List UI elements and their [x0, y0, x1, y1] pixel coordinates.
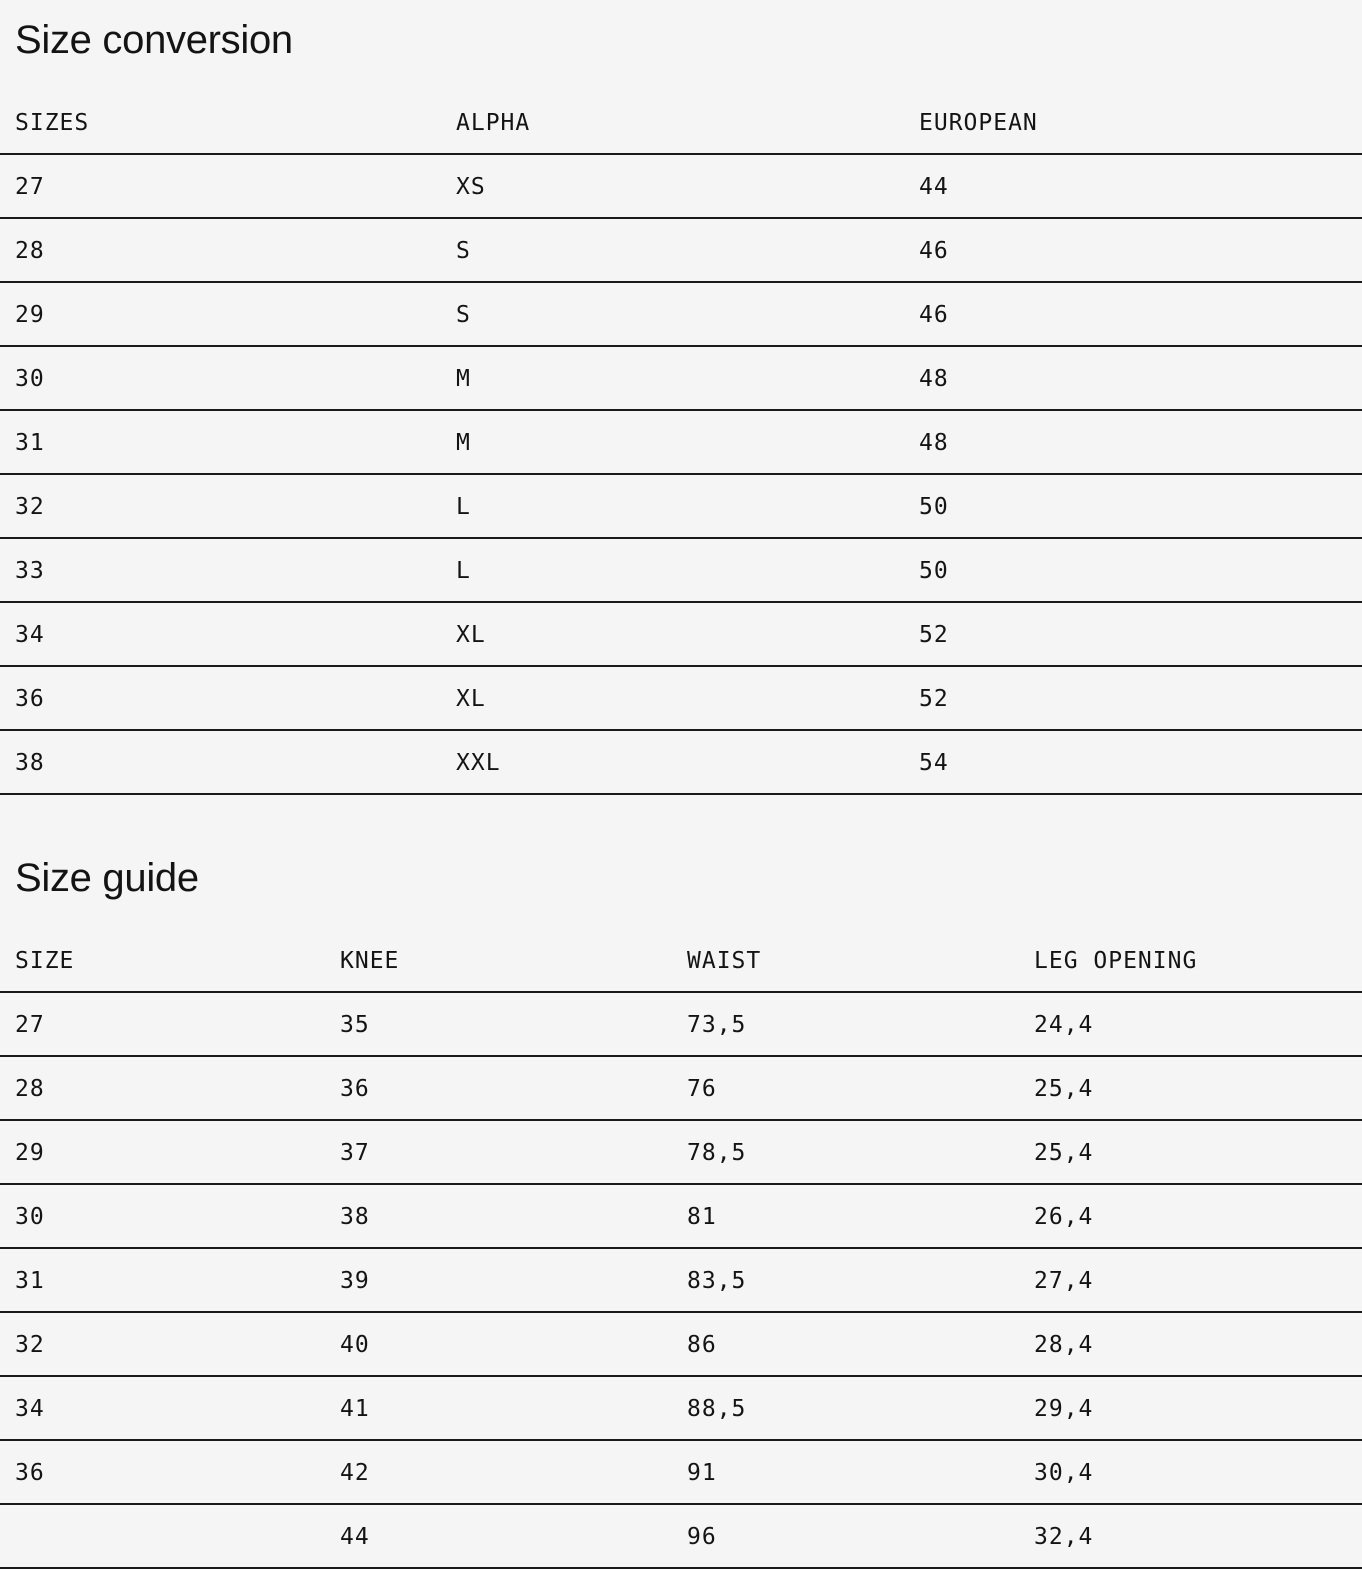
waist-cell: 73,5 [672, 992, 1019, 1056]
alpha-cell: L [441, 474, 904, 538]
size-cell: 28 [0, 218, 441, 282]
leg-opening-cell: 29,4 [1019, 1376, 1362, 1440]
table-row [0, 1312, 1362, 1376]
size-cell: 36 [0, 1440, 325, 1504]
alpha-cell: XL [441, 602, 904, 666]
european-cell: 48 [904, 410, 1362, 474]
leg-opening-cell: 27,4 [1019, 1248, 1362, 1312]
european-cell: 50 [904, 474, 1362, 538]
column-header-waist: WAIST [672, 931, 1019, 992]
european-cell: 48 [904, 346, 1362, 410]
alpha-cell: M [441, 410, 904, 474]
table-header-row [0, 93, 1362, 154]
waist-cell: 81 [672, 1184, 1019, 1248]
knee-cell: 44 [325, 1504, 672, 1568]
size-cell: 30 [0, 1184, 325, 1248]
table-row [0, 282, 1362, 346]
table-row [0, 410, 1362, 474]
european-cell: 52 [904, 602, 1362, 666]
alpha-cell: XXL [441, 730, 904, 794]
size-cell: 32 [0, 1312, 325, 1376]
size-cell: 30 [0, 346, 441, 410]
size-cell: 29 [0, 282, 441, 346]
size-cell: 33 [0, 538, 441, 602]
size-cell: 32 [0, 474, 441, 538]
size-cell: 34 [0, 602, 441, 666]
european-cell: 52 [904, 666, 1362, 730]
alpha-cell: L [441, 538, 904, 602]
table-row [0, 1440, 1362, 1504]
size-cell [0, 1504, 325, 1568]
table-row [0, 1504, 1362, 1568]
european-cell: 44 [904, 154, 1362, 218]
column-header-alpha: ALPHA [441, 93, 904, 154]
size-conversion-table [0, 93, 1362, 795]
table-header-row [0, 931, 1362, 992]
table-row [0, 218, 1362, 282]
alpha-cell: S [441, 282, 904, 346]
waist-cell: 76 [672, 1056, 1019, 1120]
european-cell: 54 [904, 730, 1362, 794]
column-header-size: SIZE [0, 931, 325, 992]
size-cell: 29 [0, 1120, 325, 1184]
table-row [0, 730, 1362, 794]
knee-cell: 37 [325, 1120, 672, 1184]
leg-opening-cell: 28,4 [1019, 1312, 1362, 1376]
knee-cell: 39 [325, 1248, 672, 1312]
column-header-leg-opening: LEG OPENING [1019, 931, 1362, 992]
leg-opening-cell: 25,4 [1019, 1120, 1362, 1184]
size-cell: 31 [0, 1248, 325, 1312]
leg-opening-cell: 30,4 [1019, 1440, 1362, 1504]
size-cell: 36 [0, 666, 441, 730]
alpha-cell: XS [441, 154, 904, 218]
table-row [0, 602, 1362, 666]
size-cell: 31 [0, 410, 441, 474]
european-cell: 50 [904, 538, 1362, 602]
leg-opening-cell: 24,4 [1019, 992, 1362, 1056]
table-row [0, 992, 1362, 1056]
alpha-cell: S [441, 218, 904, 282]
table-row [0, 346, 1362, 410]
column-header-european: EUROPEAN [904, 93, 1362, 154]
table-row [0, 666, 1362, 730]
waist-cell: 83,5 [672, 1248, 1019, 1312]
alpha-cell: M [441, 346, 904, 410]
leg-opening-cell: 26,4 [1019, 1184, 1362, 1248]
size-conversion-rows [0, 154, 1362, 794]
waist-cell: 86 [672, 1312, 1019, 1376]
size-conversion-title: Size conversion [15, 18, 293, 62]
knee-cell: 42 [325, 1440, 672, 1504]
leg-opening-cell: 32,4 [1019, 1504, 1362, 1568]
knee-cell: 36 [325, 1056, 672, 1120]
european-cell: 46 [904, 282, 1362, 346]
knee-cell: 35 [325, 992, 672, 1056]
size-guide-table [0, 931, 1362, 1569]
waist-cell: 91 [672, 1440, 1019, 1504]
size-guide-title: Size guide [15, 856, 199, 900]
knee-cell: 41 [325, 1376, 672, 1440]
table-row [0, 1248, 1362, 1312]
size-cell: 27 [0, 992, 325, 1056]
table-row [0, 154, 1362, 218]
size-cell: 38 [0, 730, 441, 794]
size-guide-rows [0, 992, 1362, 1568]
table-row [0, 1184, 1362, 1248]
waist-cell: 88,5 [672, 1376, 1019, 1440]
size-cell: 28 [0, 1056, 325, 1120]
table-row [0, 1120, 1362, 1184]
waist-cell: 78,5 [672, 1120, 1019, 1184]
column-header-sizes: SIZES [0, 93, 441, 154]
european-cell: 46 [904, 218, 1362, 282]
size-cell: 27 [0, 154, 441, 218]
column-header-knee: KNEE [325, 931, 672, 992]
knee-cell: 40 [325, 1312, 672, 1376]
table-row [0, 1056, 1362, 1120]
size-cell: 34 [0, 1376, 325, 1440]
table-row [0, 538, 1362, 602]
table-row [0, 1376, 1362, 1440]
alpha-cell: XL [441, 666, 904, 730]
leg-opening-cell: 25,4 [1019, 1056, 1362, 1120]
table-row [0, 474, 1362, 538]
knee-cell: 38 [325, 1184, 672, 1248]
waist-cell: 96 [672, 1504, 1019, 1568]
